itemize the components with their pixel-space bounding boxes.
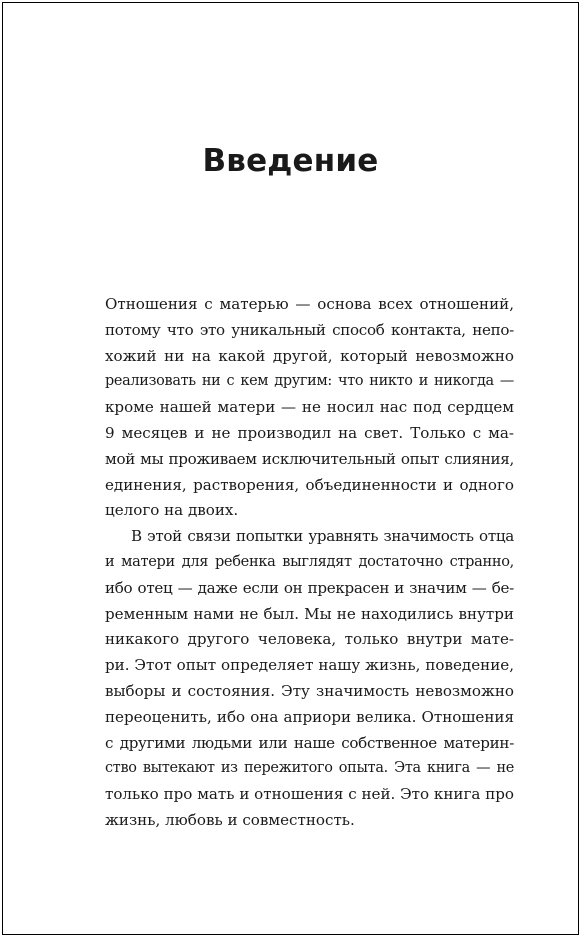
text-line: мой мы проживаем исключительный опыт слияния,: [105, 449, 514, 468]
chapter-title: Введение: [202, 143, 379, 179]
text-line: кроме нашей матери — не носил нас под сердцем: [105, 398, 514, 417]
text-line: и матери для ребенка выглядят достаточно странно,: [105, 553, 514, 570]
text-line: выборы и состояния. Эту значимость невозможно: [105, 681, 514, 700]
paragraph-1: [105, 292, 514, 524]
text-line: ременным нами не был. Мы не находились внутри: [105, 604, 514, 623]
text-line: никакого другого человека, только внутри мате-: [105, 630, 514, 649]
text-line: жизнь, любовь и совместность.: [105, 810, 355, 829]
text-line: 9 месяцев и не производил на свет. Только с ма-: [105, 423, 514, 442]
text-line: ибо отец — даже если он прекрасен и значим — бе-: [105, 578, 514, 597]
text-line: ство вытекают из пережитого опыта. Эта книга — не: [105, 760, 514, 777]
text-line: ри. Этот опыт определяет нашу жизнь, поведение,: [105, 656, 514, 675]
text-line: реализовать ни с кем другим: что никто и никогда —: [105, 373, 514, 390]
text-line: целого на двоих.: [105, 501, 239, 520]
text-line: с другими людьми или наше собственное материн-: [105, 733, 514, 752]
text-line: хожий ни на какой другой, который невозможно: [105, 346, 514, 365]
text-line: Отношения с матерью — основа всех отношений,: [105, 295, 514, 313]
paragraph-2: [105, 524, 514, 834]
book-page: [2, 2, 579, 935]
text-line: переоценить, ибо она априори велика. Отношения: [105, 707, 514, 726]
text-line: потому что это уникальный способ контакта, непо-: [105, 320, 514, 339]
text-line: только про мать и отношения с ней. Это книга про: [105, 785, 514, 804]
text-line: В этой связи попытки уравнять значимость отца: [131, 527, 514, 546]
text-line: единения, растворения, объединенности и одного: [105, 475, 514, 494]
chapter-body: [105, 292, 514, 834]
